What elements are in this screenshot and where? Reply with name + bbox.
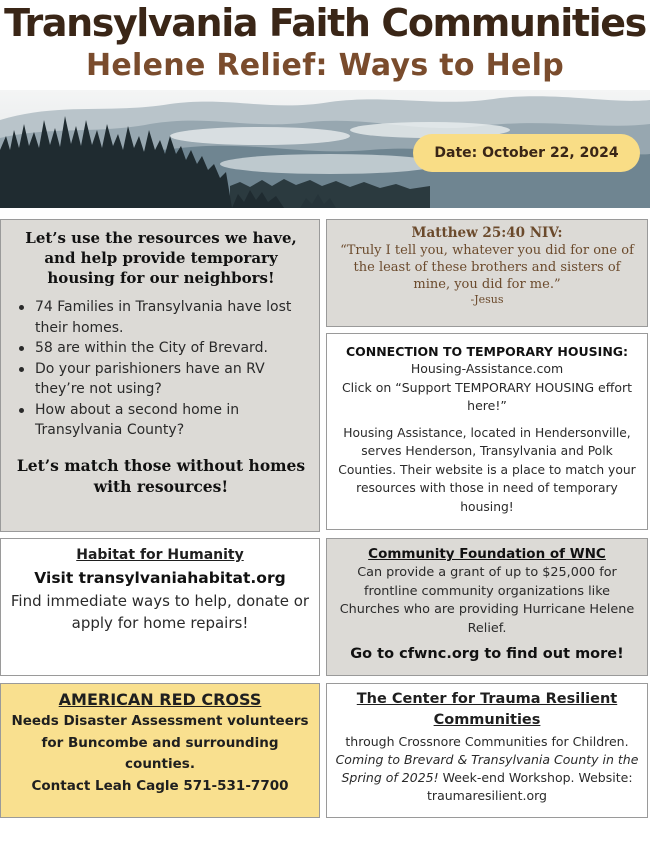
foundation-description: Can provide a grant of up to $25,000 for frontline community organizations like Churches who are providing Hurricane Helene Relief. [339,565,635,636]
housing-panel [326,333,648,530]
trauma-website-link[interactable]: Week-end Workshop. Website: traumaresilient.org [427,770,633,803]
habitat-description: Find immediate ways to help, donate or apply for home repairs! [10,592,310,632]
trauma-body [333,733,641,805]
foundation-website-link[interactable]: Go to cfwnc.org to find out more! [350,646,624,662]
redcross-title: AMERICAN RED CROSS [58,690,262,709]
list-item: How about a second home in Transylvania County? [15,400,307,441]
foundation-title: Community Foundation of WNC [368,546,606,562]
page-subtitle: Helene Relief: Ways to Help [86,48,564,83]
habitat-website-link[interactable]: Visit transylvaniahabitat.org [34,569,286,587]
verse-author: -Jesus [470,293,504,306]
habitat-panel [0,538,320,676]
resources-closing: Let’s match those without homes with resources! [16,455,306,496]
housing-instruction: Click on “Support TEMPORARY HOUSING effort here!” [341,379,633,413]
housing-description: Housing Assistance, located in Hendersonville, serves Henderson, Transylvania and Polk Counties. Their website is a place to match your resources with those in need of temporary housing! [338,425,636,514]
housing-website-link[interactable]: Housing-Assistance.com [410,361,564,376]
facts-list [15,297,307,441]
verse-text: “Truly I tell you, whatever you did for one of the least of these brothers and sisters of mine, you did for me.” [340,243,634,292]
verse-panel [326,219,648,327]
redcross-body: Needs Disaster Assessment volunteers for Buncombe and surrounding counties. [11,713,309,772]
list-item: 58 are within the City of Brevard. [15,338,307,359]
trauma-panel [326,683,648,818]
list-item: Do your parishioners have an RV they’re not using? [15,359,307,400]
trauma-intro: through Crossnore Communities for Children. [345,734,629,749]
trauma-italic: Coming to Brevard & Transylvania County in the Spring of 2025! [335,752,639,785]
habitat-title: Habitat for Humanity [76,547,244,563]
date-badge: Date: October 22, 2024 [413,134,640,172]
page-title: Transylvania Faith Communities [4,1,646,45]
trauma-title: The Center for Trauma Resilient Communities [356,691,618,728]
redcross-panel [0,683,320,818]
redcross-contact: Contact Leah Cagle 571-531-7700 [31,777,289,794]
housing-title: CONNECTION TO TEMPORARY HOUSING: [345,344,629,359]
foundation-panel [326,538,648,676]
resources-panel [0,219,320,532]
verse-reference: Matthew 25:40 NIV: [411,225,563,241]
resources-lead: Let’s use the resources we have, and help provide temporary housing for our neighbors! [25,229,297,287]
list-item: 74 Families in Transylvania have lost their homes. [15,297,307,338]
